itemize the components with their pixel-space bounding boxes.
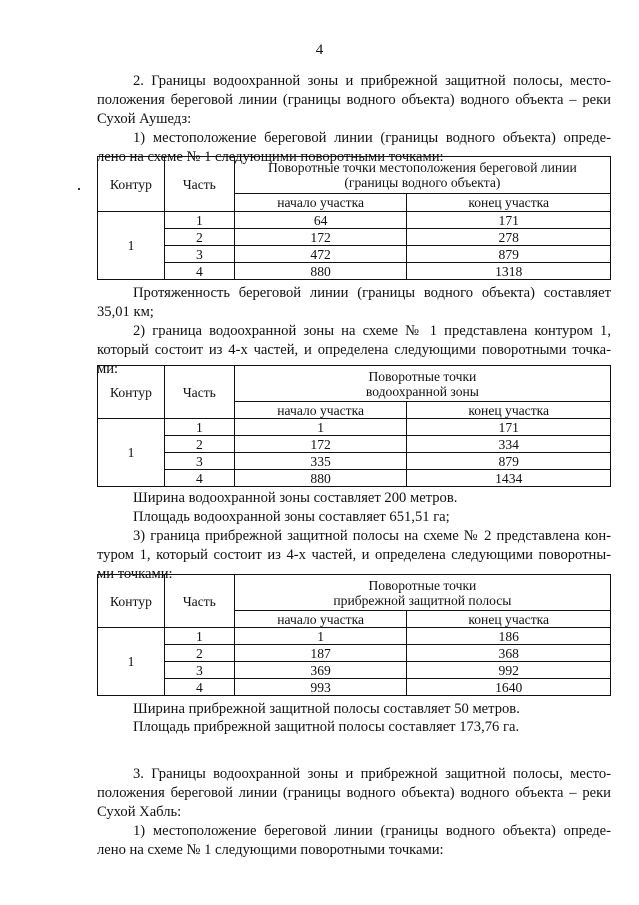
wpz-area-text: Площадь водоохранной зоны составляет 651,51 га; [133, 509, 450, 525]
table-cell-end: 171 [407, 419, 611, 436]
table-header-points [234, 366, 610, 402]
table-header-contour: Контур [98, 366, 165, 419]
table-header-part: Часть [164, 157, 234, 212]
table-cell-part: 2 [164, 229, 234, 246]
table-header-end: конец участка [407, 402, 611, 419]
table-cell-start: 172 [234, 436, 407, 453]
table-cell-start: 993 [234, 679, 407, 696]
scan-dot [78, 188, 80, 190]
table-header-points-line1: Поворотные точки местоположения береговой линии [268, 160, 577, 175]
section2-item2-line3: ми: [97, 361, 119, 377]
table-cell-start: 187 [234, 645, 407, 662]
table-header-points-line2: прибрежной защитной полосы [333, 592, 512, 608]
section2-item3-line1: 3) граница прибрежной защитной полосы на схеме № 2 представлена кон- [133, 528, 611, 544]
table-cell-start: 1 [234, 628, 407, 645]
table-coastal-strip-points [97, 574, 611, 696]
table-cell-end: 334 [407, 436, 611, 453]
table-header-part: Часть [164, 575, 234, 628]
table-cell-part: 4 [164, 679, 234, 696]
table-cell-end: 1640 [407, 679, 611, 696]
table-cell-end: 992 [407, 662, 611, 679]
section2-item1-line2: лено на схеме № 1 следующими поворотными точками: [97, 149, 444, 165]
section2-item2-line2: который состоит из 4-х частей, и определена следующими поворотными точка- [97, 342, 611, 358]
table-cell-part: 1 [164, 628, 234, 645]
pzp-area-text: Площадь прибрежной защитной полосы составляет 173,76 га. [133, 719, 520, 735]
section3-heading-line1: 3. Границы водоохранной зоны и прибрежной защитной полосы, место- [133, 766, 611, 782]
table-cell-start: 64 [234, 212, 407, 229]
table-cell-start: 1 [234, 419, 407, 436]
table-cell-contour: 1 [98, 628, 165, 696]
table-cell-part: 3 [164, 453, 234, 470]
page-number: 4 [315, 42, 324, 58]
table-header-start: начало участка [234, 402, 407, 419]
table-header-contour: Контур [98, 575, 165, 628]
section3-heading-line3: Сухой Хабль: [97, 804, 182, 820]
table-header-points-line1: Поворотные точки [368, 577, 477, 593]
table-cell-part: 2 [164, 436, 234, 453]
table-cell-start: 335 [234, 453, 407, 470]
table-cell-part: 3 [164, 246, 234, 263]
table-cell-end: 879 [407, 246, 611, 263]
table-header-part: Часть [164, 366, 234, 419]
table-cell-end: 171 [407, 212, 611, 229]
table-header-contour: Контур [98, 157, 165, 212]
table-water-protection-zone-points [97, 365, 611, 487]
table-cell-part: 1 [164, 419, 234, 436]
table-cell-part: 1 [164, 212, 234, 229]
table-header-points [234, 157, 610, 194]
table-cell-part: 4 [164, 470, 234, 487]
shoreline-length-line1: Протяженность береговой линии (границы водного объекта) составляет [133, 285, 611, 301]
section2-item2-line1: 2) граница водоохранной зоны на схеме № 1 представлена контуром 1, [133, 323, 611, 339]
section3-heading-line2: положения береговой линии (границы водного объекта) водного объекта – реки [97, 785, 611, 801]
section2-heading-line3: Сухой Аушедз: [97, 111, 192, 127]
table-cell-part: 3 [164, 662, 234, 679]
table-header-points-line2: водоохранной зоны [365, 383, 479, 399]
section3-item1-line1: 1) местоположение береговой линии (границы водного объекта) опреде- [133, 823, 611, 839]
wpz-width-text: Ширина водоохранной зоны составляет 200 метров. [133, 490, 458, 506]
table-cell-end: 879 [407, 453, 611, 470]
table-header-end: конец участка [407, 611, 611, 628]
section2-heading-line1: 2. Границы водоохранной зоны и прибрежной защитной полосы, место- [133, 73, 611, 89]
table-cell-end: 186 [407, 628, 611, 645]
pzp-width-text: Ширина прибрежной защитной полосы составляет 50 метров. [133, 701, 520, 717]
table-cell-end: 368 [407, 645, 611, 662]
table-cell-start: 369 [234, 662, 407, 679]
shoreline-length-line2: 35,01 км; [97, 304, 154, 320]
table-cell-start: 880 [234, 263, 407, 280]
table-cell-contour: 1 [98, 212, 165, 280]
section3-item1-line2: лено на схеме № 1 следующими поворотными точками: [97, 842, 444, 858]
table-cell-end: 1434 [407, 470, 611, 487]
table-header-start: начало участка [234, 611, 407, 628]
table-header-start: начало участка [234, 194, 407, 212]
table-cell-start: 172 [234, 229, 407, 246]
table-shoreline-points [97, 156, 611, 280]
table-cell-contour: 1 [98, 419, 165, 487]
table-cell-start: 880 [234, 470, 407, 487]
table-header-points-line2: (границы водного объекта) [344, 175, 501, 190]
section2-item1-line1: 1) местоположение береговой линии (границы водного объекта) опреде- [133, 130, 611, 146]
table-cell-start: 472 [234, 246, 407, 263]
section2-heading-line2: положения береговой линии (границы водного объекта) водного объекта – реки [97, 92, 611, 108]
table-cell-part: 2 [164, 645, 234, 662]
table-cell-end: 278 [407, 229, 611, 246]
section2-item3-line3: ми точками: [97, 566, 173, 582]
table-cell-end: 1318 [407, 263, 611, 280]
table-header-points-line1: Поворотные точки [368, 368, 477, 384]
section2-item3-line2: туром 1, который состоит из 4-х частей, и определена следующими поворотны- [97, 547, 611, 563]
table-header-points [234, 575, 610, 611]
table-header-end: конец участка [407, 194, 611, 212]
table-cell-part: 4 [164, 263, 234, 280]
